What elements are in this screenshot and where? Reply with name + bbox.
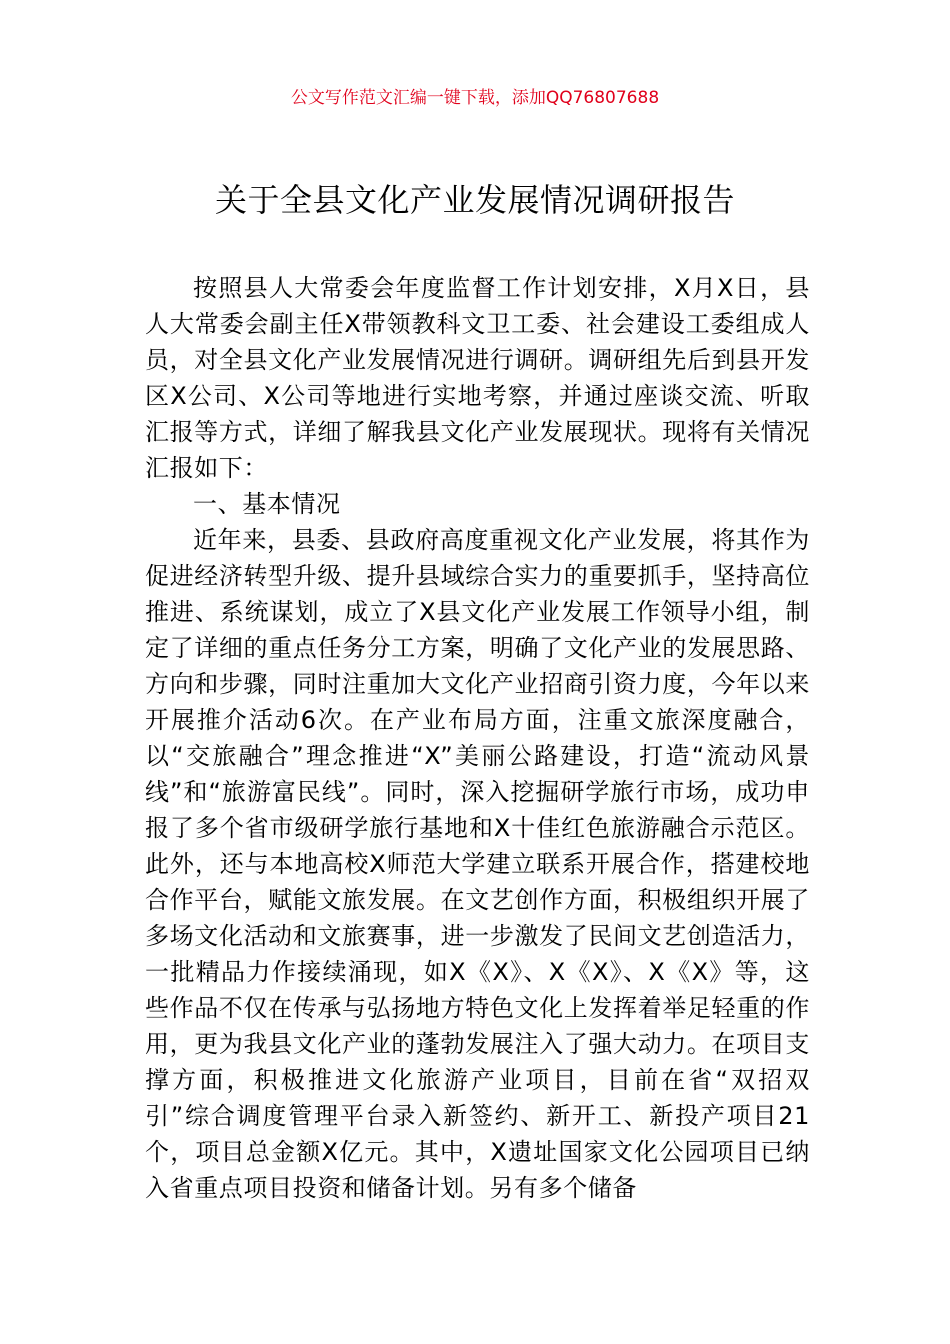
document-body — [145, 270, 810, 1206]
promo-banner: 公文写作范文汇编一键下载，添加QQ76807688 — [290, 88, 660, 108]
section-heading: 一、基本情况 — [193, 490, 341, 518]
document-title: 关于全县文化产业发展情况调研报告 — [214, 181, 735, 219]
intro-paragraph: 按照县人大常委会年度监督工作计划安排，X月X日，县人大常委会副主任X带领教科文卫工委、社会建设工委组成人员，对全县文化产业发展情况进行调研。调研组先后到县开发区X公司、X公司等地进行实地考察，并通过座谈交流、听取汇报等方式，详细了解我县文化产业发展现状。现将有关情况汇报如下： — [145, 274, 810, 482]
body-paragraph: 近年来，县委、县政府高度重视文化产业发展，将其作为促进经济转型升级、提升县域综合实力的重要抓手，坚持高位推进、系统谋划，成立了X县文化产业发展工作领导小组，制定了详细的重点任务分工方案，明确了文化产业的发展思路、方向和步骤，同时注重加大文化产业招商引资力度，今年以来开展推介活动6次。在产业布局方面，注重文旅深度融合，以“交旅融合”理念推进“X”美丽公路建设，打造“流动风景线”和“旅游富民线”。同时，深入挖掘研学旅行市场，成功申报了多个省市级研学旅行基地和X十佳红色旅游融合示范区。此外，还与本地高校X师范大学建立联系开展合作，搭建校地合作平台，赋能文旅发展。在文艺创作方面，积极组织开展了多场文化活动和文旅赛事，进一步激发了民间文艺创造活力，一批精品力作接续涌现，如X《X》、X《X》、X《X》等，这些作品不仅在传承与弘扬地方特色文化上发挥着举足轻重的作用，更为我县文化产业的蓬勃发展注入了强大动力。在项目支撑方面，积极推进文化旅游产业项目，目前在省“双招双引”综合调度管理平台录入新签约、新开工、新投产项目21个，项目总金额X亿元。其中，X遗址国家文化公园项目已纳入省重点项目投资和储备计划。另有多个储备 — [145, 526, 810, 1202]
